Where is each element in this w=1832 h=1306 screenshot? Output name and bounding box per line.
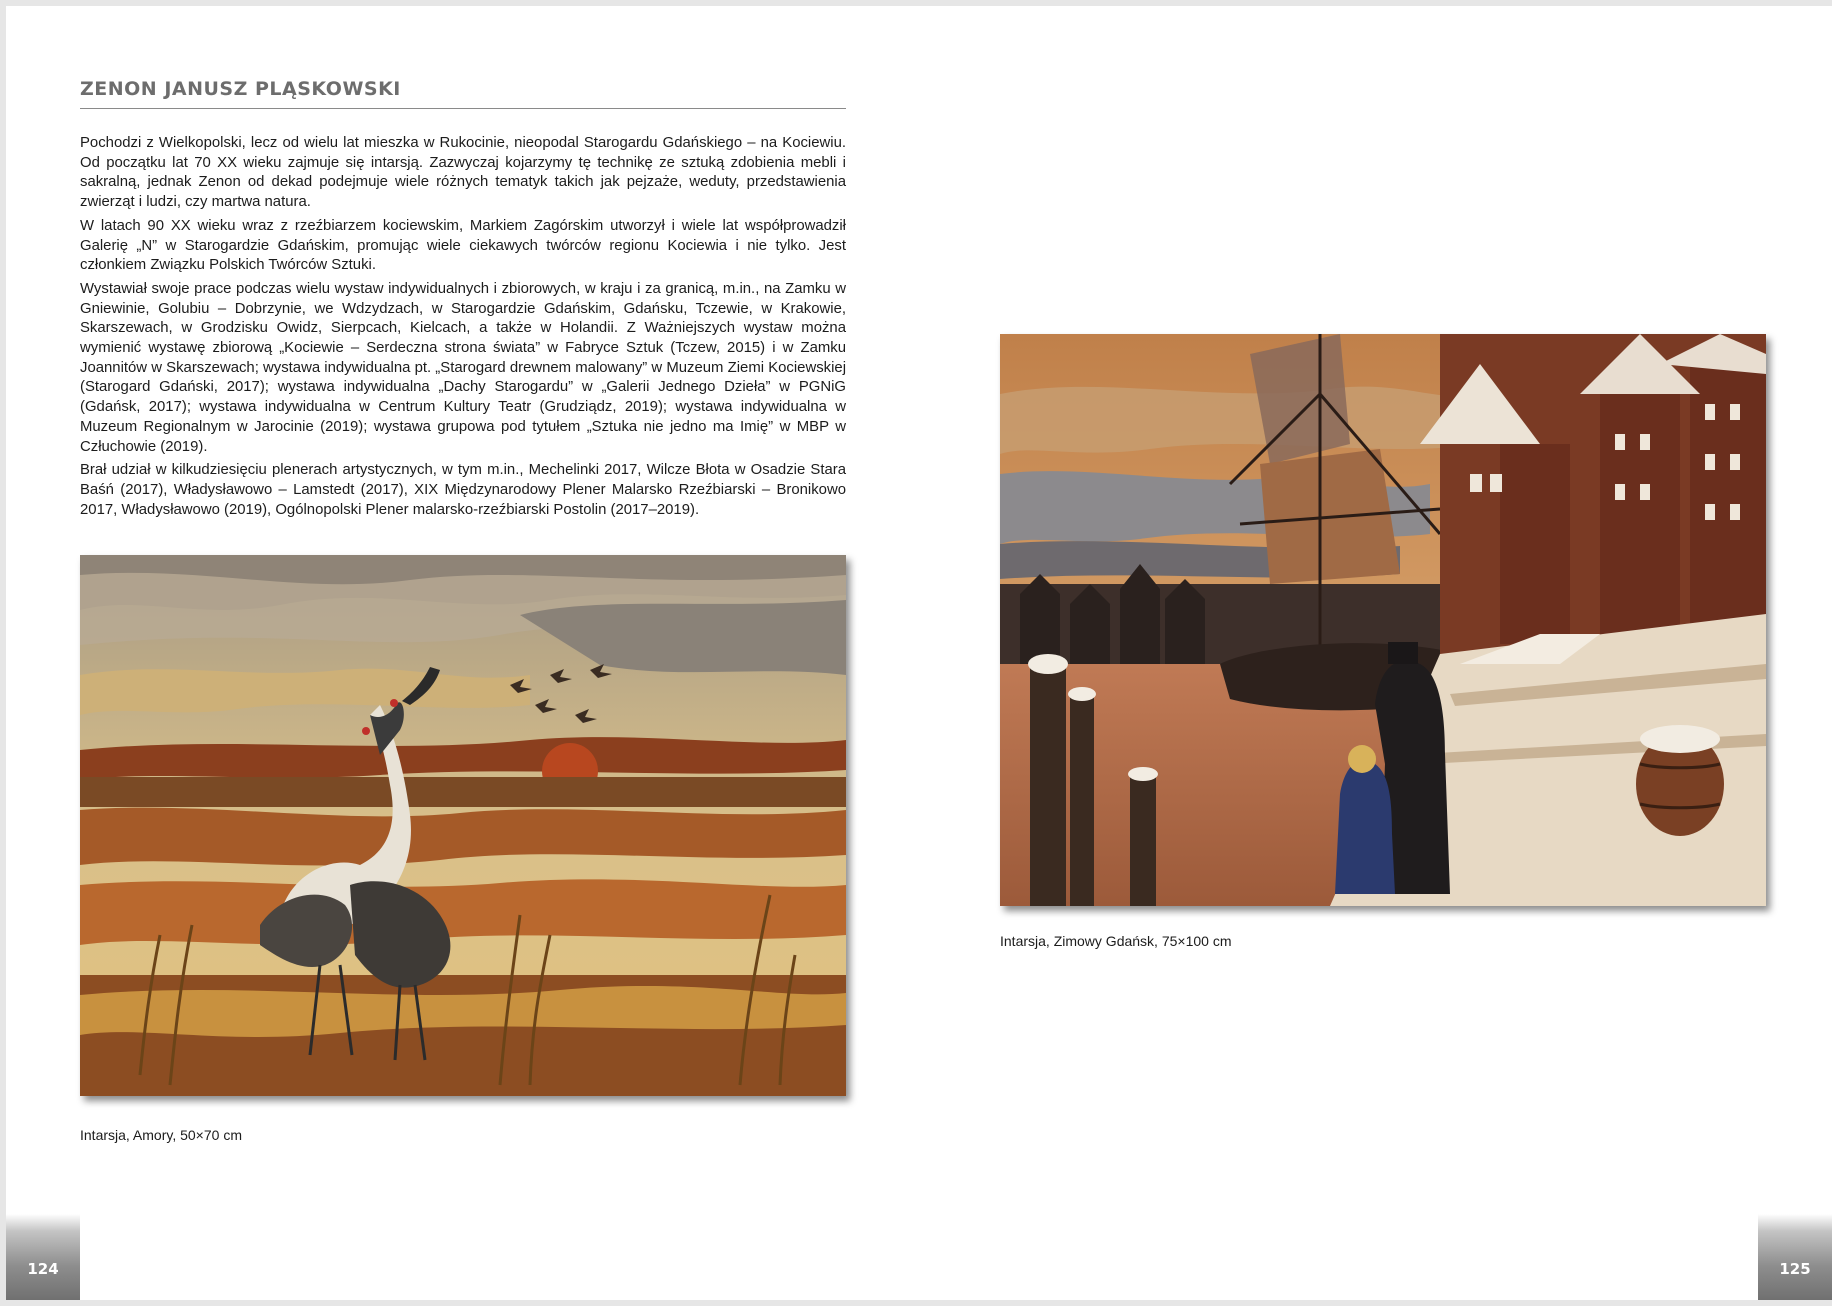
biography-paragraph: Pochodzi z Wielkopolski, lecz od wielu lat mieszka w Rukocinie, nieopodal Starogardu Gdańskiego – na Kociewiu. Od początku lat 70 XX wieku zajmuje się intarsją. Zazwyczaj kojarzymy tę technikę ze sztuką zdobienia mebli i sakralną, jednak Zenon od dekad podejmuje wiele różnych tematyk takich jak pejzaże, weduty, przedstawienia zwierząt i ludzi, czy martwa natura. [80, 135, 846, 211]
biography-text [80, 134, 846, 524]
artwork-cranes-image [80, 555, 846, 1096]
page-number-right: 125 [1779, 1260, 1811, 1278]
page-number-left: 124 [27, 1260, 59, 1278]
artwork-winter-gdansk-caption: Intarsja, Zimowy Gdańsk, 75×100 cm [1000, 933, 1232, 949]
biography-paragraph: Brał udział w kilkudziesięciu plenerach artystycznych, w tym m.in., Mechelinki 2017, Wilcze Błota w Osadzie Stara Baśń (2017), Władysławowo – Lamstedt (2017), XIX Międzynarodowy Plener Malarsko Rzeźbiarski – Bronikowo 2017, Władysławowo (2019), Ogólnopolski Plener malarsko-rzeźbiarski Postolin (2017–2019). [80, 462, 846, 518]
page-number-tab-left [6, 1214, 80, 1300]
biography-paragraph: W latach 90 XX wieku wraz z rzeźbiarzem kociewskim, Markiem Zagórskim utworzył i wiele lat współprowadził Galerię „N” w Starogardzie Gdańskim, promując wiele ciekawych twórców regionu Kociewia i nie tylko. Jest członkiem Związku Polskich Twórców Sztuki. [80, 217, 846, 274]
page-number-tab-right [1758, 1214, 1832, 1300]
artwork-winter-gdansk-image [1000, 334, 1766, 906]
artist-name-heading: ZENON JANUSZ PLĄSKOWSKI [80, 78, 846, 109]
biography-paragraph: Wystawiał swoje prace podczas wielu wystaw indywidualnych i zbiorowych, w kraju i za granicą, m.in., na Zamku w Gniewinie, Golubiu – Dobrzynie, we Wdzydzach, w Starogardzie Gdańskim, Gdańsku, Tczewie, w Krakowie, Skarszewach, w Grodzisku Owidz, Sierpcach, Kielcach, a także w Holandii. Z Ważniejszych wystaw można wymienić wystawę zbiorową „Kociewie – Serdeczna strona świata” w Fabryce Sztuk (Tczew, 2015) i w Zamku Joannitów w Skarszewach; wystawa indywidualna pt. „Starogard drewnem malowany” w Muzeum Ziemi Kociewskiej (Starogard Gdański, 2017); wystawa indywidualna „Dachy Starogardu” w „Galerii Jednego Dzieła” w PGNiG (Gdańsk, 2017); wystawa indywidualna w Centrum Kultury Teatr (Grudziądz, 2019); wystawa indywidualna w Muzeum Regionalnym w Jarocinie (2019); wystawa grupowa pod tytułem „Sztuka nie jedno ma Imię” w MBP w Człuchowie (2019). [80, 280, 846, 455]
artwork-cranes-caption: Intarsja, Amory, 50×70 cm [80, 1127, 242, 1143]
book-spread [6, 6, 1832, 1300]
